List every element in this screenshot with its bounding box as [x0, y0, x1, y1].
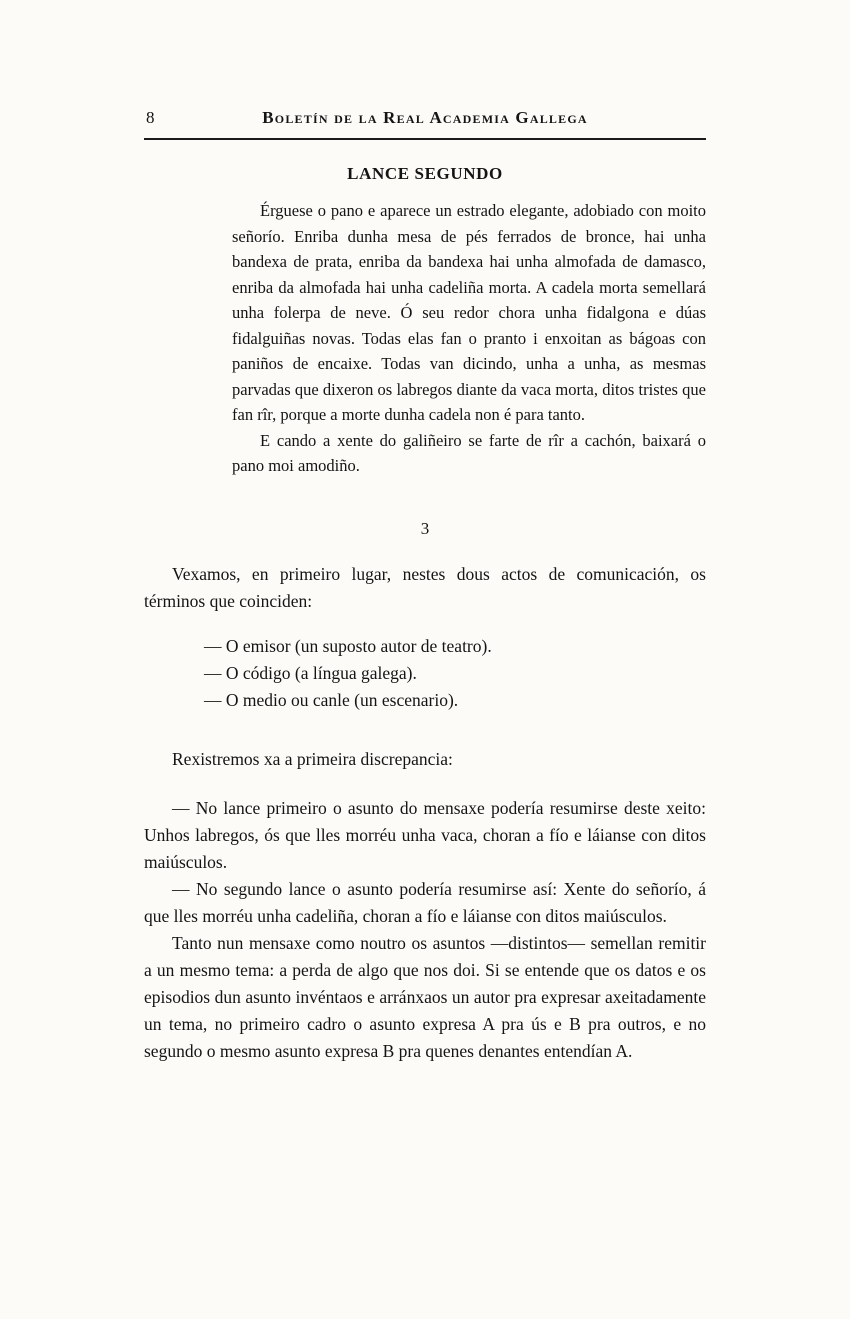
term-list-item: — O código (a língua galega). — [204, 662, 417, 683]
discrepancy-lead: Rexistremos xa a primeira discrepancia: — [172, 748, 453, 769]
stage-direction-paragraph-1: Érguese o pano e aparece un estrado elegante, adobiado con moito señorío. Enriba dunha mesa de pés ferrados de bronce, hai unha bandexa de prata, enriba da bandexa hai unha almofada de damasco, enriba da almofada hai unha cadeliña morta. A cadela morta semellará unha folerpa de neve. Ó seu redor chora unha fidalgona e dúas fidalguiñas novas. Todas elas fan o pranto i enxoitan as bágoas con paniños de encaixe. Todas van dicindo, unha a unha, as mesmas parvadas que dixeron os labregos diante da vaca morta, ditos tristes que fan rîr, porque a morte dunha cadela non é para tanto. — [232, 201, 706, 424]
dash-paragraph-1: — No lance primeiro o asunto do mensaxe podería resumirse deste xeito: Unhos labregos, ós que lles morréu unha vaca, choran a fío e láianse con ditos maiúsculos. — [144, 797, 706, 872]
header-rule — [144, 138, 706, 140]
stage-direction-paragraph-2: E cando a xente do galiñeiro se farte de rîr a cachón, baixará o pano moi amodiño. — [232, 430, 706, 475]
journal-title: Boletín de la Real Academia Gallega — [262, 108, 588, 127]
page-body — [144, 164, 706, 1065]
term-list-item: — O medio ou canle (un escenario). — [204, 689, 459, 710]
page-header — [144, 108, 706, 132]
closing-paragraph: Tanto nun mensaxe como noutro os asuntos —distintos— semellan remitir a un mesmo tema: a perda de algo que nos doi. Si se entende que os datos e os episodios dun asunto invéntaos e arránxaos un autor pra expresar axeitadamente un tema, no primeiro cadro o asunto expresa A pra ús e B pra outros, e no segundo o mesmo asunto expresa B pra quenes denantes entendían A. — [144, 932, 706, 1061]
dash-paragraph-2: — No segundo lance o asunto podería resumirse así: Xente do señorío, á que lles morréu unha cadeliña, choran a fío e láianse con ditos maiúsculos. — [144, 878, 706, 926]
page-number: 8 — [146, 108, 155, 127]
act-title: LANCE SEGUNDO — [347, 164, 503, 183]
term-list — [204, 633, 706, 714]
intro-paragraph: Vexamos, en primeiro lugar, nestes dous actos de comunicación, os términos que coinciden: — [144, 563, 706, 611]
stage-direction-block — [232, 198, 706, 479]
term-list-item: — O emisor (un suposto autor de teatro). — [204, 635, 492, 656]
section-number: 3 — [420, 518, 430, 538]
